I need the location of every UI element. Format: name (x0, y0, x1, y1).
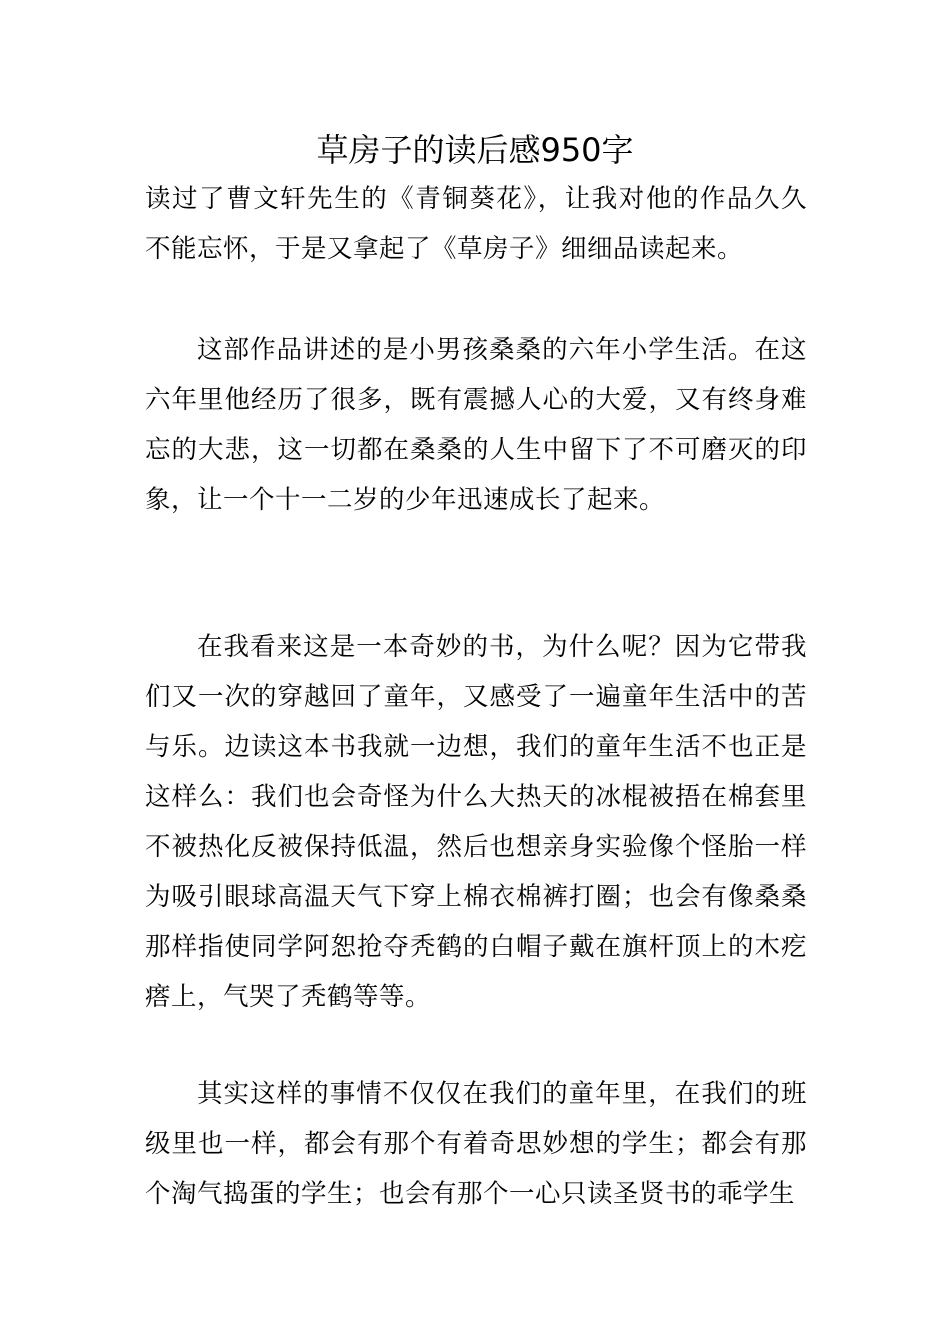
paragraph-intro: 读过了曹文轩先生的《青铜葵花》，让我对他的作品久久不能忘怀，于是又拿起了《草房子》细细品读起来。 (145, 184, 807, 264)
paragraph-summary: 这部作品讲述的是小男孩桑桑的六年小学生活。在这六年里他经历了很多，既有震撼人心的大爱，又有终身难忘的大悲，这一切都在桑桑的人生中留下了不可磨灭的印象，让一个十一二岁的少年迅速成长了起来。 (145, 335, 807, 515)
paragraph-reflection: 在我看来这是一本奇妙的书，为什么呢？因为它带我们又一次的穿越回了童年，又感受了一遍童年生活中的苦与乐。边读这本书我就一边想，我们的童年生活不也正是这样么：我们也会奇怪为什么大热天的冰棍被捂在棉套里不被热化反被保持低温，然后也想亲身实验像个怪胎一样为吸引眼球高温天气下穿上棉衣棉裤打圈；也会有像桑桑那样指使同学阿恕抢夺秃鹤的白帽子戴在旗杆顶上的木疙瘩上，气哭了秃鹤等等。 (145, 632, 807, 1012)
paragraph-classroom: 其实这样的事情不仅仅在我们的童年里，在我们的班级里也一样，都会有那个有着奇思妙想的学生；都会有那个淘气捣蛋的学生；也会有那个一心只读圣贤书的乖学生 (145, 1079, 807, 1209)
document-title: 草房子的读后感950字 (316, 131, 634, 169)
